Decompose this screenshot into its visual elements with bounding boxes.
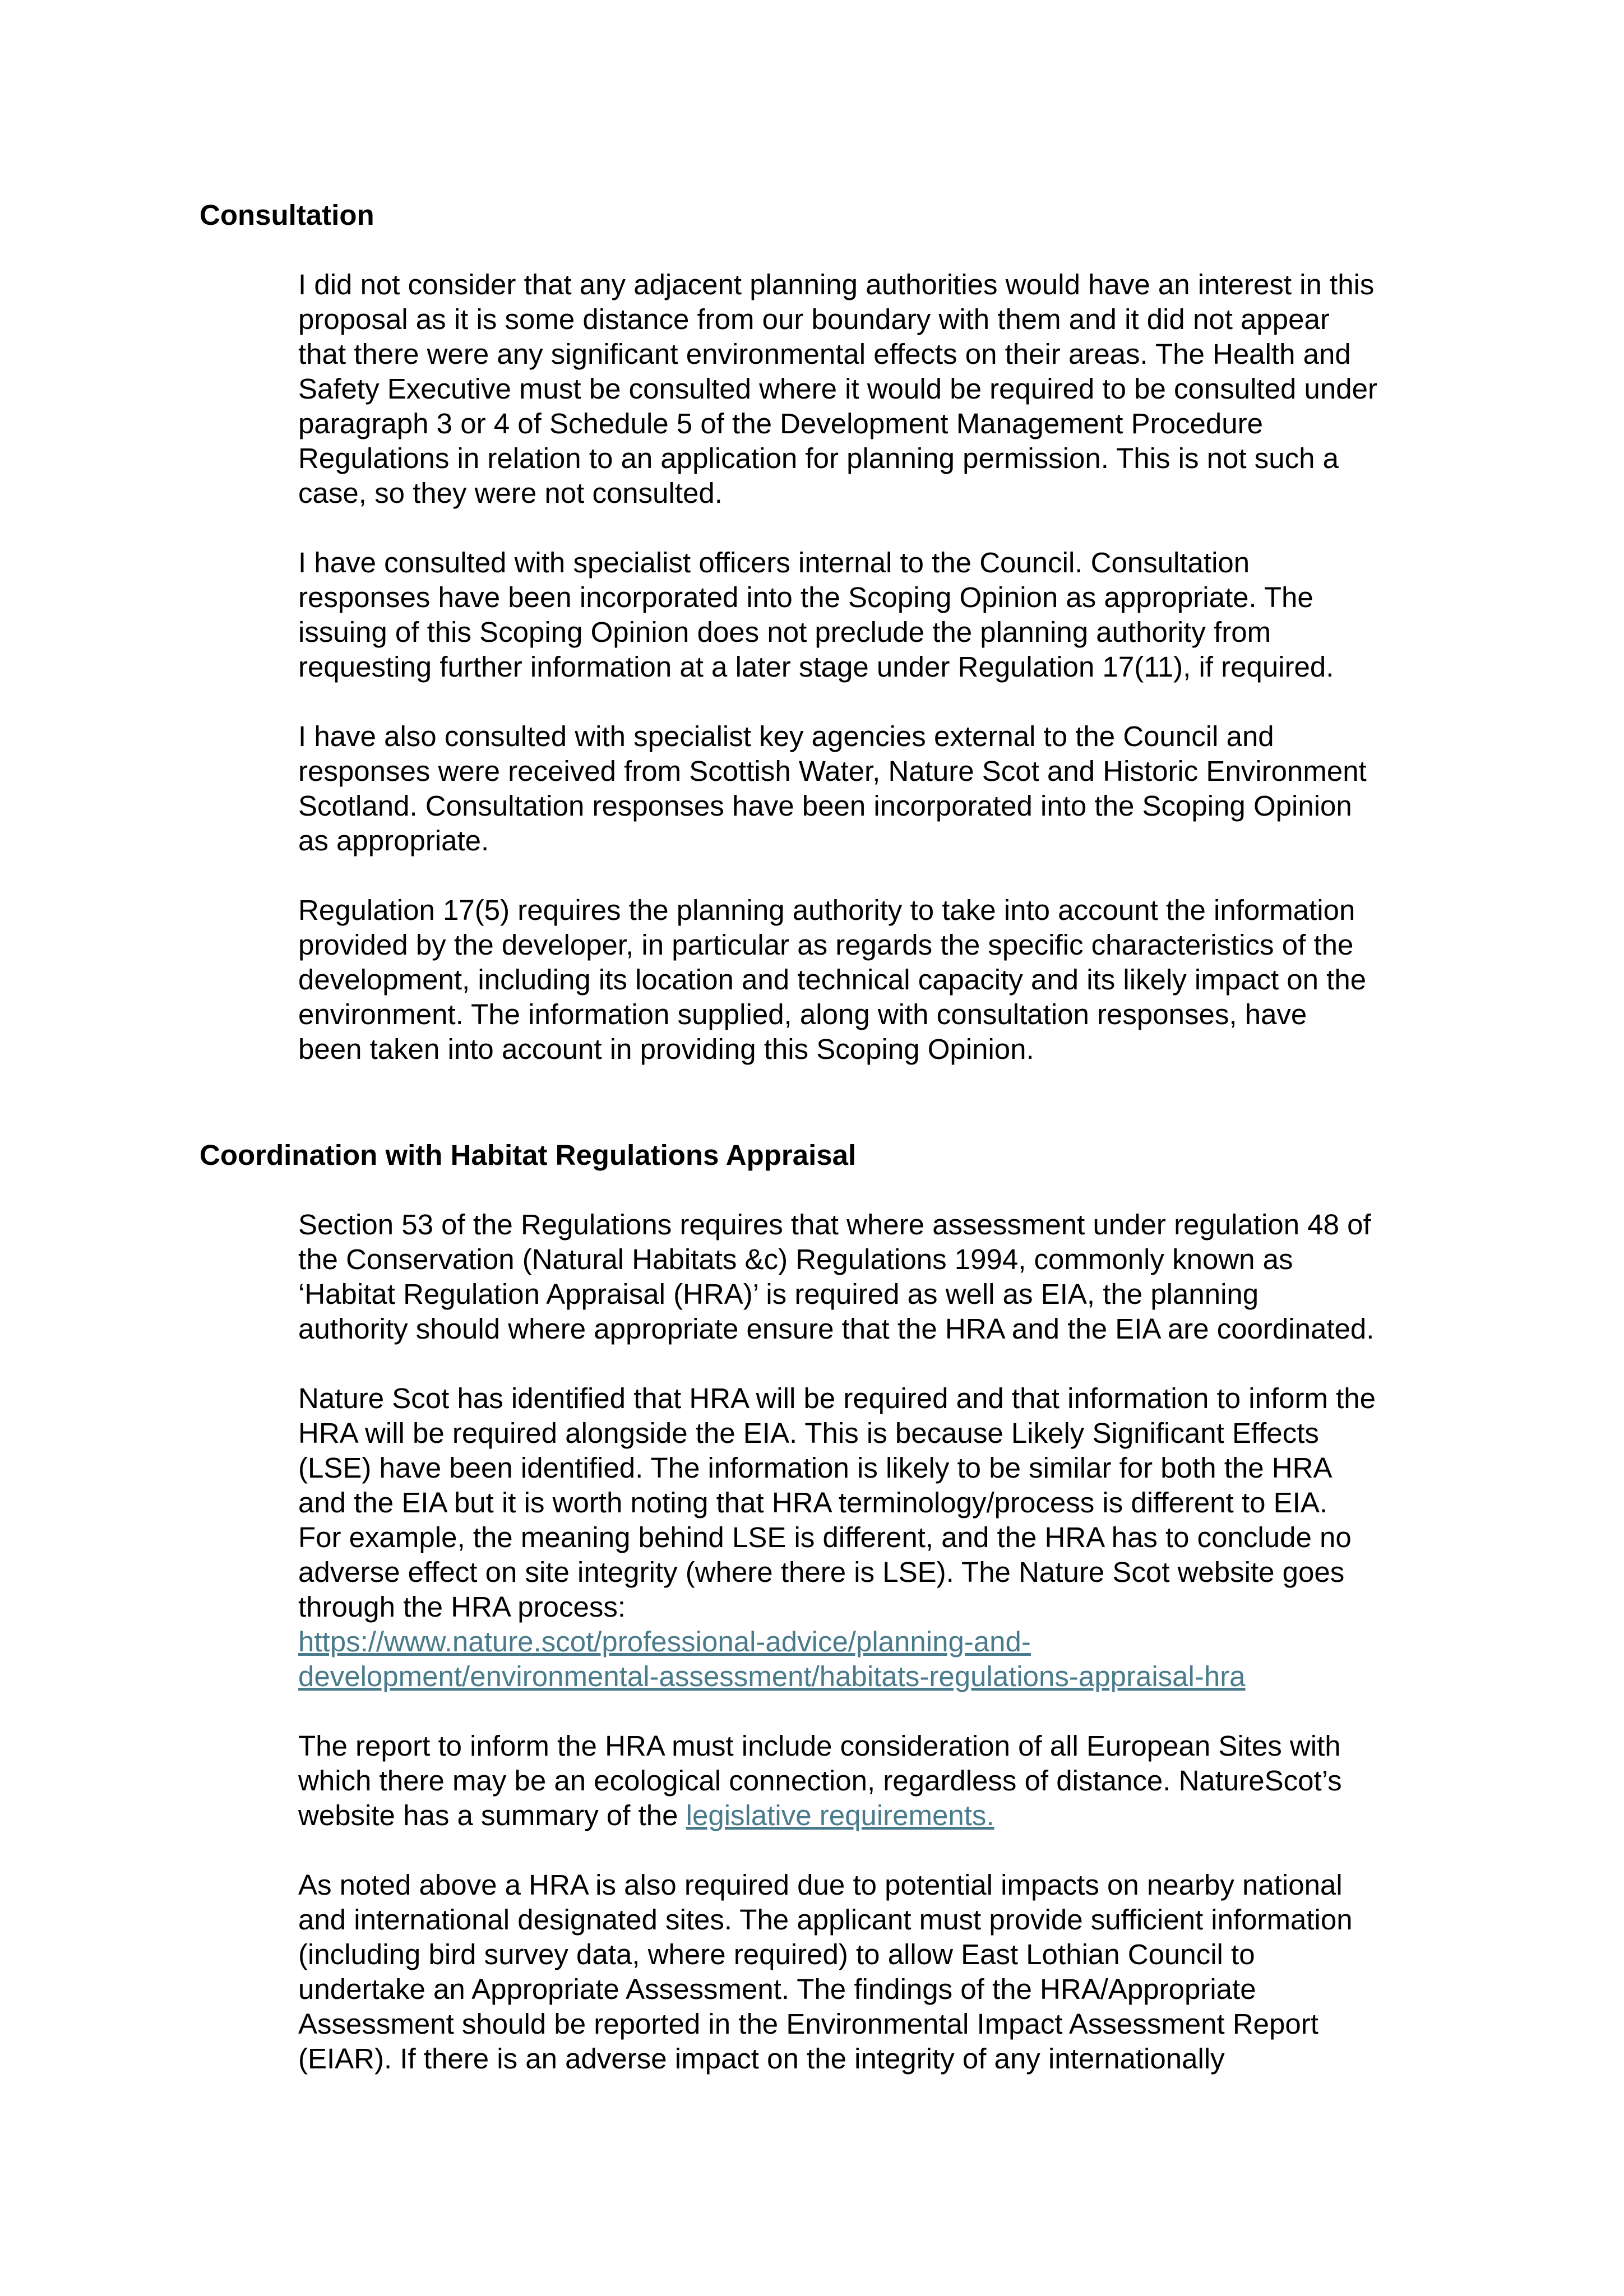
text-line: environment. The information supplied, along with consultation responses, have [298,998,1307,1030]
paragraph-nature-scot-hra [298,1381,1470,1694]
link-line[interactable]: development/environmental-assessment/habitats-regulations-appraisal-hra [298,1660,1246,1692]
paragraph-key-agencies [298,719,1470,858]
text-line: been taken into account in providing this Scoping Opinion. [298,1033,1034,1065]
text-line: I did not consider that any adjacent planning authorities would have an interest in this [298,269,1375,300]
text-line: through the HRA process: [298,1591,626,1623]
text-line: the Conservation (Natural Habitats &c) Regulations 1994, commonly known as [298,1243,1293,1275]
text-line: The report to inform the HRA must include consideration of all European Sites with [298,1730,1341,1762]
text-line: requesting further information at a later stage under Regulation 17(11), if required. [298,651,1334,683]
text-line: I have also consulted with specialist key agencies external to the Council and [298,720,1274,752]
text-line: and international designated sites. The applicant must provide sufficient information [298,1904,1353,1936]
text-line: Nature Scot has identified that HRA will be required and that information to inform the [298,1382,1376,1414]
paragraph-hra-required [298,1868,1470,2076]
text-line: Section 53 of the Regulations requires that where assessment under regulation 48 of [298,1209,1371,1240]
text-line: proposal as it is some distance from our boundary with them and it did not appear [298,303,1330,335]
paragraph-european-sites [298,1729,1470,1833]
text-line: For example, the meaning behind LSE is different, and the HRA has to conclude no [298,1521,1352,1553]
text-line: paragraph 3 or 4 of Schedule 5 of the Development Management Procedure [298,408,1263,439]
text-line: as appropriate. [298,825,489,857]
hra-process-link[interactable] [298,1624,1470,1694]
text-line: provided by the developer, in particular as regards the specific characteristics of the [298,929,1354,961]
text-line: (LSE) have been identified. The information is likely to be similar for both the HRA [298,1452,1332,1484]
text-line: (EIAR). If there is an adverse impact on the integrity of any internationally [298,2043,1225,2075]
text-line: (including bird survey data, where required) to allow East Lothian Council to [298,1938,1255,1970]
text-line: adverse effect on site integrity (where there is LSE). The Nature Scot website goes [298,1556,1345,1588]
text-line: As noted above a HRA is also required due to potential impacts on nearby national [298,1869,1343,1901]
text-line: which there may be an ecological connection, regardless of distance. NatureScot’s [298,1765,1342,1797]
text-line: undertake an Appropriate Assessment. The findings of the HRA/Appropriate [298,1973,1256,2005]
text-line: HRA will be required alongside the EIA. This is because Likely Significant Effects [298,1417,1319,1449]
text-fragment: website has a summary of the [298,1799,686,1831]
text-line: authority should where appropriate ensure that the HRA and the EIA are coordinated. [298,1313,1375,1345]
text-line: Scotland. Consultation responses have been incorporated into the Scoping Opinion [298,790,1352,822]
text-line: Safety Executive must be consulted where it would be required to be consulted under [298,373,1377,405]
text-line: that there were any significant environmental effects on their areas. The Health and [298,338,1351,370]
heading-consultation: Consultation [200,199,374,231]
text-line: I have consulted with specialist officers internal to the Council. Consultation [298,547,1250,578]
paragraph-regulation-17-5 [298,893,1470,1067]
text-line: and the EIA but it is worth noting that HRA terminology/process is different to EIA. [298,1487,1328,1519]
paragraph-adjacent-authorities [298,267,1470,511]
text-line-with-link [298,1798,1470,1833]
text-line: development, including its location and technical capacity and its likely impact on the [298,964,1367,996]
text-line: responses were received from Scottish Water, Nature Scot and Historic Environment [298,755,1367,787]
text-line: responses have been incorporated into the Scoping Opinion as appropriate. The [298,581,1313,613]
paragraph-section-53 [298,1207,1470,1346]
paragraph-internal-consultation [298,545,1470,684]
heading-coordination-hra: Coordination with Habitat Regulations Appraisal [200,1139,857,1171]
link-line[interactable]: https://www.nature.scot/professional-advice/planning-and- [298,1626,1031,1658]
text-line: issuing of this Scoping Opinion does not preclude the planning authority from [298,616,1271,648]
legislative-requirements-link[interactable]: legislative requirements. [686,1799,994,1831]
text-line: Regulations in relation to an application for planning permission. This is not such a [298,442,1339,474]
text-line: case, so they were not consulted. [298,477,723,509]
text-line: ‘Habitat Regulation Appraisal (HRA)’ is required as well as EIA, the planning [298,1278,1259,1310]
text-line: Regulation 17(5) requires the planning authority to take into account the information [298,894,1355,926]
text-line: Assessment should be reported in the Environmental Impact Assessment Report [298,2008,1318,2040]
